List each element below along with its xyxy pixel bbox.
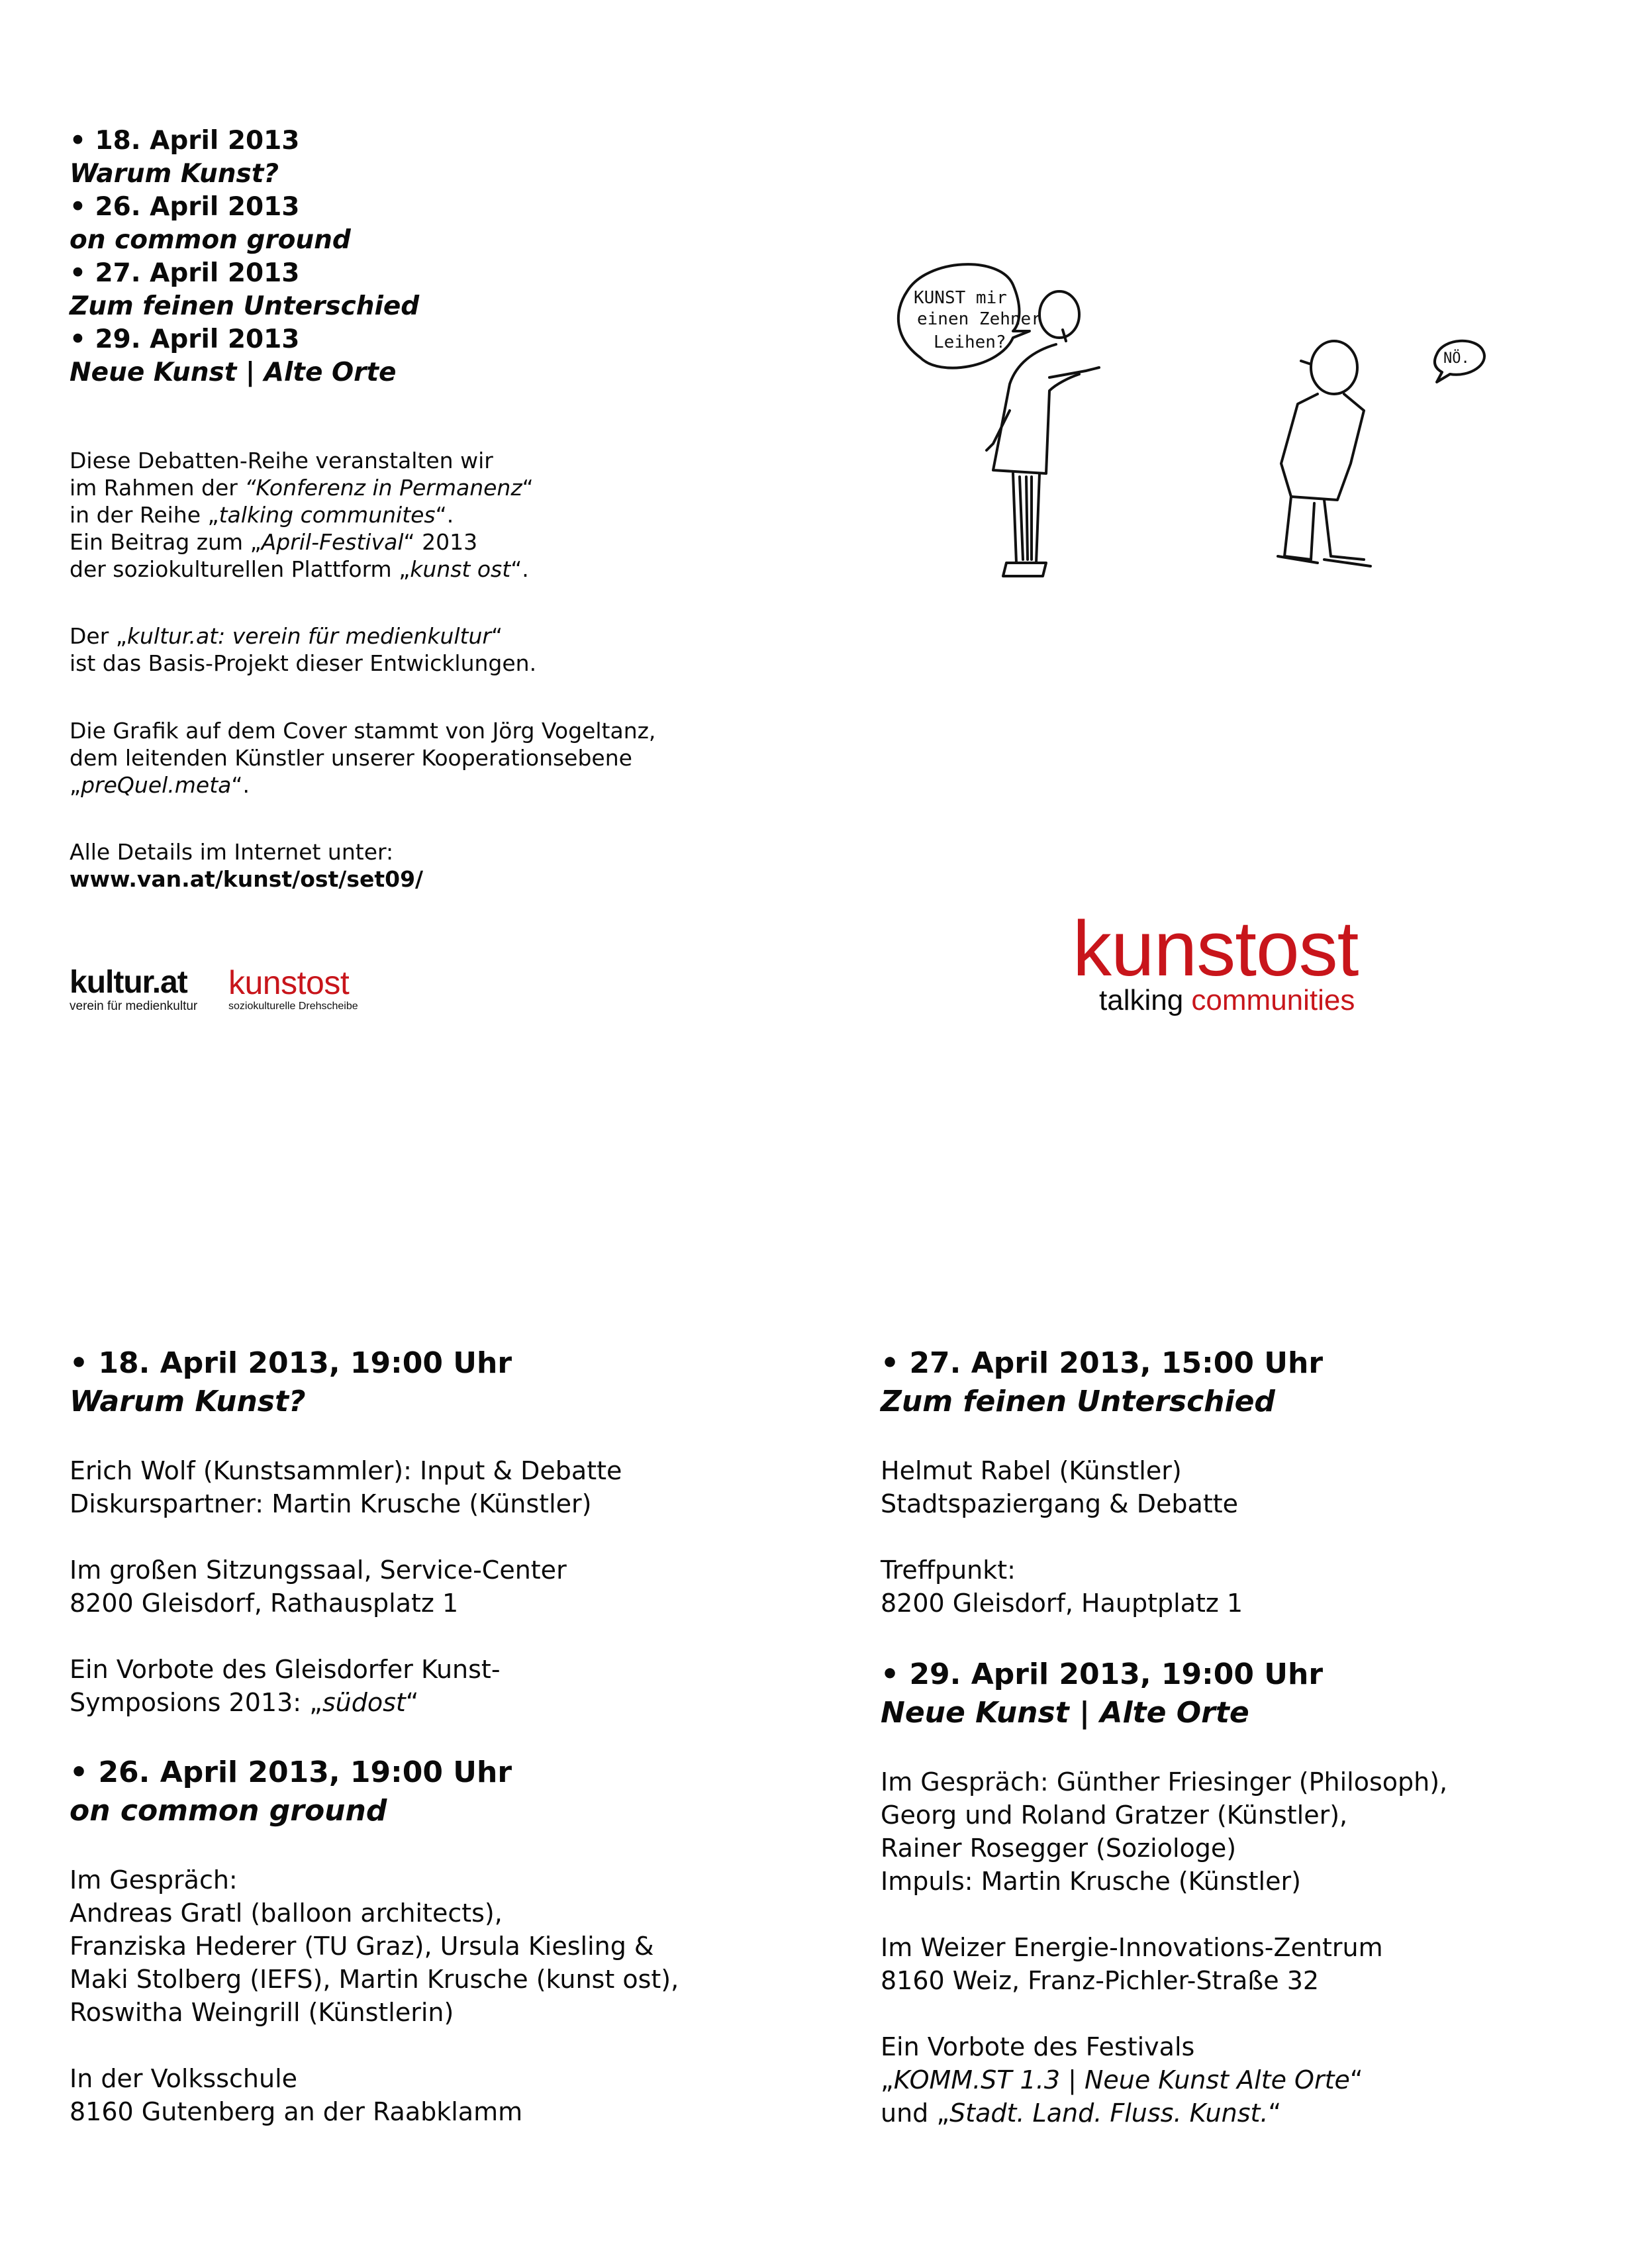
- logo-subtitle: [1099, 985, 1358, 1016]
- emphasis: KOMM.ST 1.3 | Neue Kunst Alte Orte: [893, 2065, 1350, 2095]
- event-title: Warum Kunst?: [70, 1385, 306, 1418]
- agenda-title: on common ground: [70, 225, 351, 255]
- info-line: [70, 474, 534, 501]
- agenda-summary: [70, 124, 419, 389]
- agenda-item: [70, 124, 419, 191]
- event-line: Ein Vorbote des Gleisdorfer Kunst-: [70, 1655, 501, 1684]
- bubble-text: KUNST mir: [914, 288, 1007, 308]
- event-participants: [70, 1454, 622, 1520]
- kunstost-talking-communities-logo: [1073, 905, 1359, 1016]
- text: Ein Beitrag zum „: [70, 529, 262, 555]
- event-line: [881, 2096, 1447, 2130]
- event-block: [881, 1655, 1447, 2130]
- text: “.: [231, 772, 250, 798]
- logo-subtitle-word: talking: [1099, 984, 1184, 1016]
- text: und „: [881, 2098, 950, 2128]
- emphasis: kunst ost: [410, 556, 511, 582]
- event-note: [70, 1653, 622, 1719]
- event-line: Georg und Roland Gratzer (Künstler),: [881, 1800, 1348, 1830]
- event-line: 8160 Gutenberg an der Raabklamm: [70, 2097, 523, 2126]
- event-line: Erich Wolf (Kunstsammler): Input & Debatte: [70, 1456, 622, 1485]
- event-line: Im Weizer Energie-Innovations-Zentrum: [881, 1933, 1383, 1962]
- logo-wordmark: kunstost: [1073, 905, 1359, 993]
- kunstost-logo-small: [228, 964, 358, 1013]
- text: “: [491, 623, 503, 649]
- logo-tagline: soziokulturelle Drehscheibe: [228, 1001, 358, 1012]
- event-line: Franziska Hederer (TU Graz), Ursula Kiesling &: [70, 1932, 654, 1961]
- event-line: Im Gespräch: Günther Friesinger (Philosoph),: [881, 1767, 1448, 1797]
- event-line: Maki Stolberg (IEFS), Martin Krusche (kunst ost),: [70, 1965, 679, 1994]
- text: “: [1268, 2098, 1282, 2128]
- event-line: 8200 Gleisdorf, Rathausplatz 1: [70, 1589, 459, 1618]
- event-line: Im Gespräch:: [70, 1865, 238, 1895]
- info-line: Diese Debatten-Reihe veranstalten wir: [70, 448, 493, 473]
- info-line: ist das Basis-Projekt dieser Entwicklungen.: [70, 650, 537, 676]
- agenda-title: Zum feinen Unterschied: [70, 291, 420, 321]
- event-line: Helmut Rabel (Künstler): [881, 1456, 1182, 1485]
- text: der soziokulturellen Plattform „: [70, 556, 410, 582]
- info-line: [70, 528, 534, 556]
- event-line: Impuls: Martin Krusche (Künstler): [881, 1867, 1301, 1896]
- event-datetime: • 29. April 2013, 19:00 Uhr: [881, 1657, 1324, 1691]
- cartoon-illustration: [887, 245, 1549, 682]
- event-note: [881, 2030, 1447, 2130]
- event-line: Rainer Rosegger (Soziologe): [881, 1834, 1237, 1863]
- event-location: [70, 1553, 622, 1620]
- bubble-text: Leihen?: [934, 332, 1006, 352]
- info-cover-credit: [70, 717, 655, 799]
- emphasis: preQuel.meta: [81, 772, 232, 798]
- figure-right: [1278, 341, 1371, 566]
- event-line: [70, 1686, 622, 1719]
- logo-tagline: verein für medienkultur: [70, 999, 198, 1013]
- website-link[interactable]: www.van.at/kunst/ost/set09/: [70, 866, 424, 892]
- text: Symposions 2013: „: [70, 1688, 322, 1717]
- event-datetime: • 27. April 2013, 15:00 Uhr: [881, 1346, 1324, 1380]
- event-participants: [881, 1765, 1447, 1898]
- kultur-at-logo: [70, 967, 197, 1013]
- emphasis: Stadt. Land. Fluss. Kunst.: [949, 2098, 1269, 2128]
- text: “.: [510, 556, 529, 582]
- agenda-item: [70, 191, 419, 257]
- logo-wordmark: kunstost: [228, 964, 350, 1001]
- event-line: Ein Vorbote des Festivals: [881, 2032, 1195, 2061]
- text: „: [881, 2065, 894, 2095]
- agenda-item: [70, 323, 419, 389]
- event-datetime: • 26. April 2013, 19:00 Uhr: [70, 1755, 512, 1789]
- info-series-description: [70, 447, 534, 583]
- event-line: Roswitha Weingrill (Künstlerin): [70, 1998, 454, 2027]
- info-line: [70, 556, 534, 583]
- text: “: [522, 475, 534, 501]
- info-line: [70, 622, 536, 650]
- text: “: [1349, 2065, 1363, 2095]
- info-line: [70, 501, 534, 528]
- agenda-date: • 18. April 2013: [70, 126, 300, 156]
- emphasis: “Konferenz in Permanenz: [244, 475, 522, 501]
- logo-subtitle-word: communities: [1191, 984, 1355, 1016]
- event-block: [70, 1753, 679, 2128]
- event-line: 8200 Gleisdorf, Hauptplatz 1: [881, 1589, 1243, 1618]
- text: “: [405, 1688, 419, 1717]
- info-base-project: [70, 622, 536, 677]
- agenda-title: Neue Kunst | Alte Orte: [70, 358, 397, 387]
- event-datetime: • 18. April 2013, 19:00 Uhr: [70, 1346, 512, 1380]
- text: im Rahmen der: [70, 475, 245, 501]
- event-line: Andreas Gratl (balloon architects),: [70, 1898, 503, 1928]
- text: in der Reihe „: [70, 502, 219, 528]
- event-title: Zum feinen Unterschied: [881, 1385, 1275, 1418]
- info-line: dem leitenden Künstler unserer Kooperationsebene: [70, 745, 632, 771]
- agenda-title: Warum Kunst?: [70, 159, 279, 189]
- event-title: Neue Kunst | Alte Orte: [881, 1696, 1249, 1730]
- event-participants: [881, 1454, 1323, 1520]
- event-block: [70, 1344, 622, 1719]
- emphasis: südost: [322, 1688, 406, 1717]
- event-location: [881, 1931, 1447, 1997]
- agenda-date: • 27. April 2013: [70, 258, 300, 288]
- info-line: Die Grafik auf dem Cover stammt von Jörg Vogeltanz,: [70, 718, 656, 744]
- emphasis: talking communites: [218, 502, 436, 528]
- logo-wordmark: kultur.at: [70, 965, 187, 1000]
- agenda-date: • 26. April 2013: [70, 192, 300, 222]
- event-line: Stadtspaziergang & Debatte: [881, 1489, 1238, 1518]
- info-line: [70, 771, 655, 799]
- bubble-text: einen Zehner: [917, 309, 1041, 329]
- agenda-item: [70, 257, 419, 323]
- event-title: on common ground: [70, 1794, 387, 1828]
- event-line: Diskurspartner: Martin Krusche (Künstler): [70, 1489, 592, 1518]
- text: Der „: [70, 623, 127, 649]
- emphasis: April-Festival: [261, 529, 404, 555]
- event-line: In der Volksschule: [70, 2064, 298, 2093]
- event-location: [881, 1553, 1323, 1620]
- event-location: [70, 2062, 679, 2128]
- info-line: Alle Details im Internet unter:: [70, 839, 394, 865]
- text: “.: [435, 502, 454, 528]
- event-line: [881, 2063, 1447, 2096]
- agenda-date: • 29. April 2013: [70, 324, 300, 354]
- event-line: Treffpunkt:: [881, 1555, 1016, 1585]
- event-participants: [70, 1863, 679, 2029]
- text: “ 2013: [403, 529, 478, 555]
- event-block: [881, 1344, 1323, 1620]
- event-line: 8160 Weiz, Franz-Pichler-Straße 32: [881, 1966, 1320, 1995]
- bubble-text: NÖ.: [1443, 350, 1470, 367]
- event-line: Im großen Sitzungssaal, Service-Center: [70, 1555, 567, 1585]
- info-web-details: [70, 838, 423, 893]
- emphasis: kultur.at: verein für medienkultur: [126, 623, 491, 649]
- text: „: [70, 772, 81, 798]
